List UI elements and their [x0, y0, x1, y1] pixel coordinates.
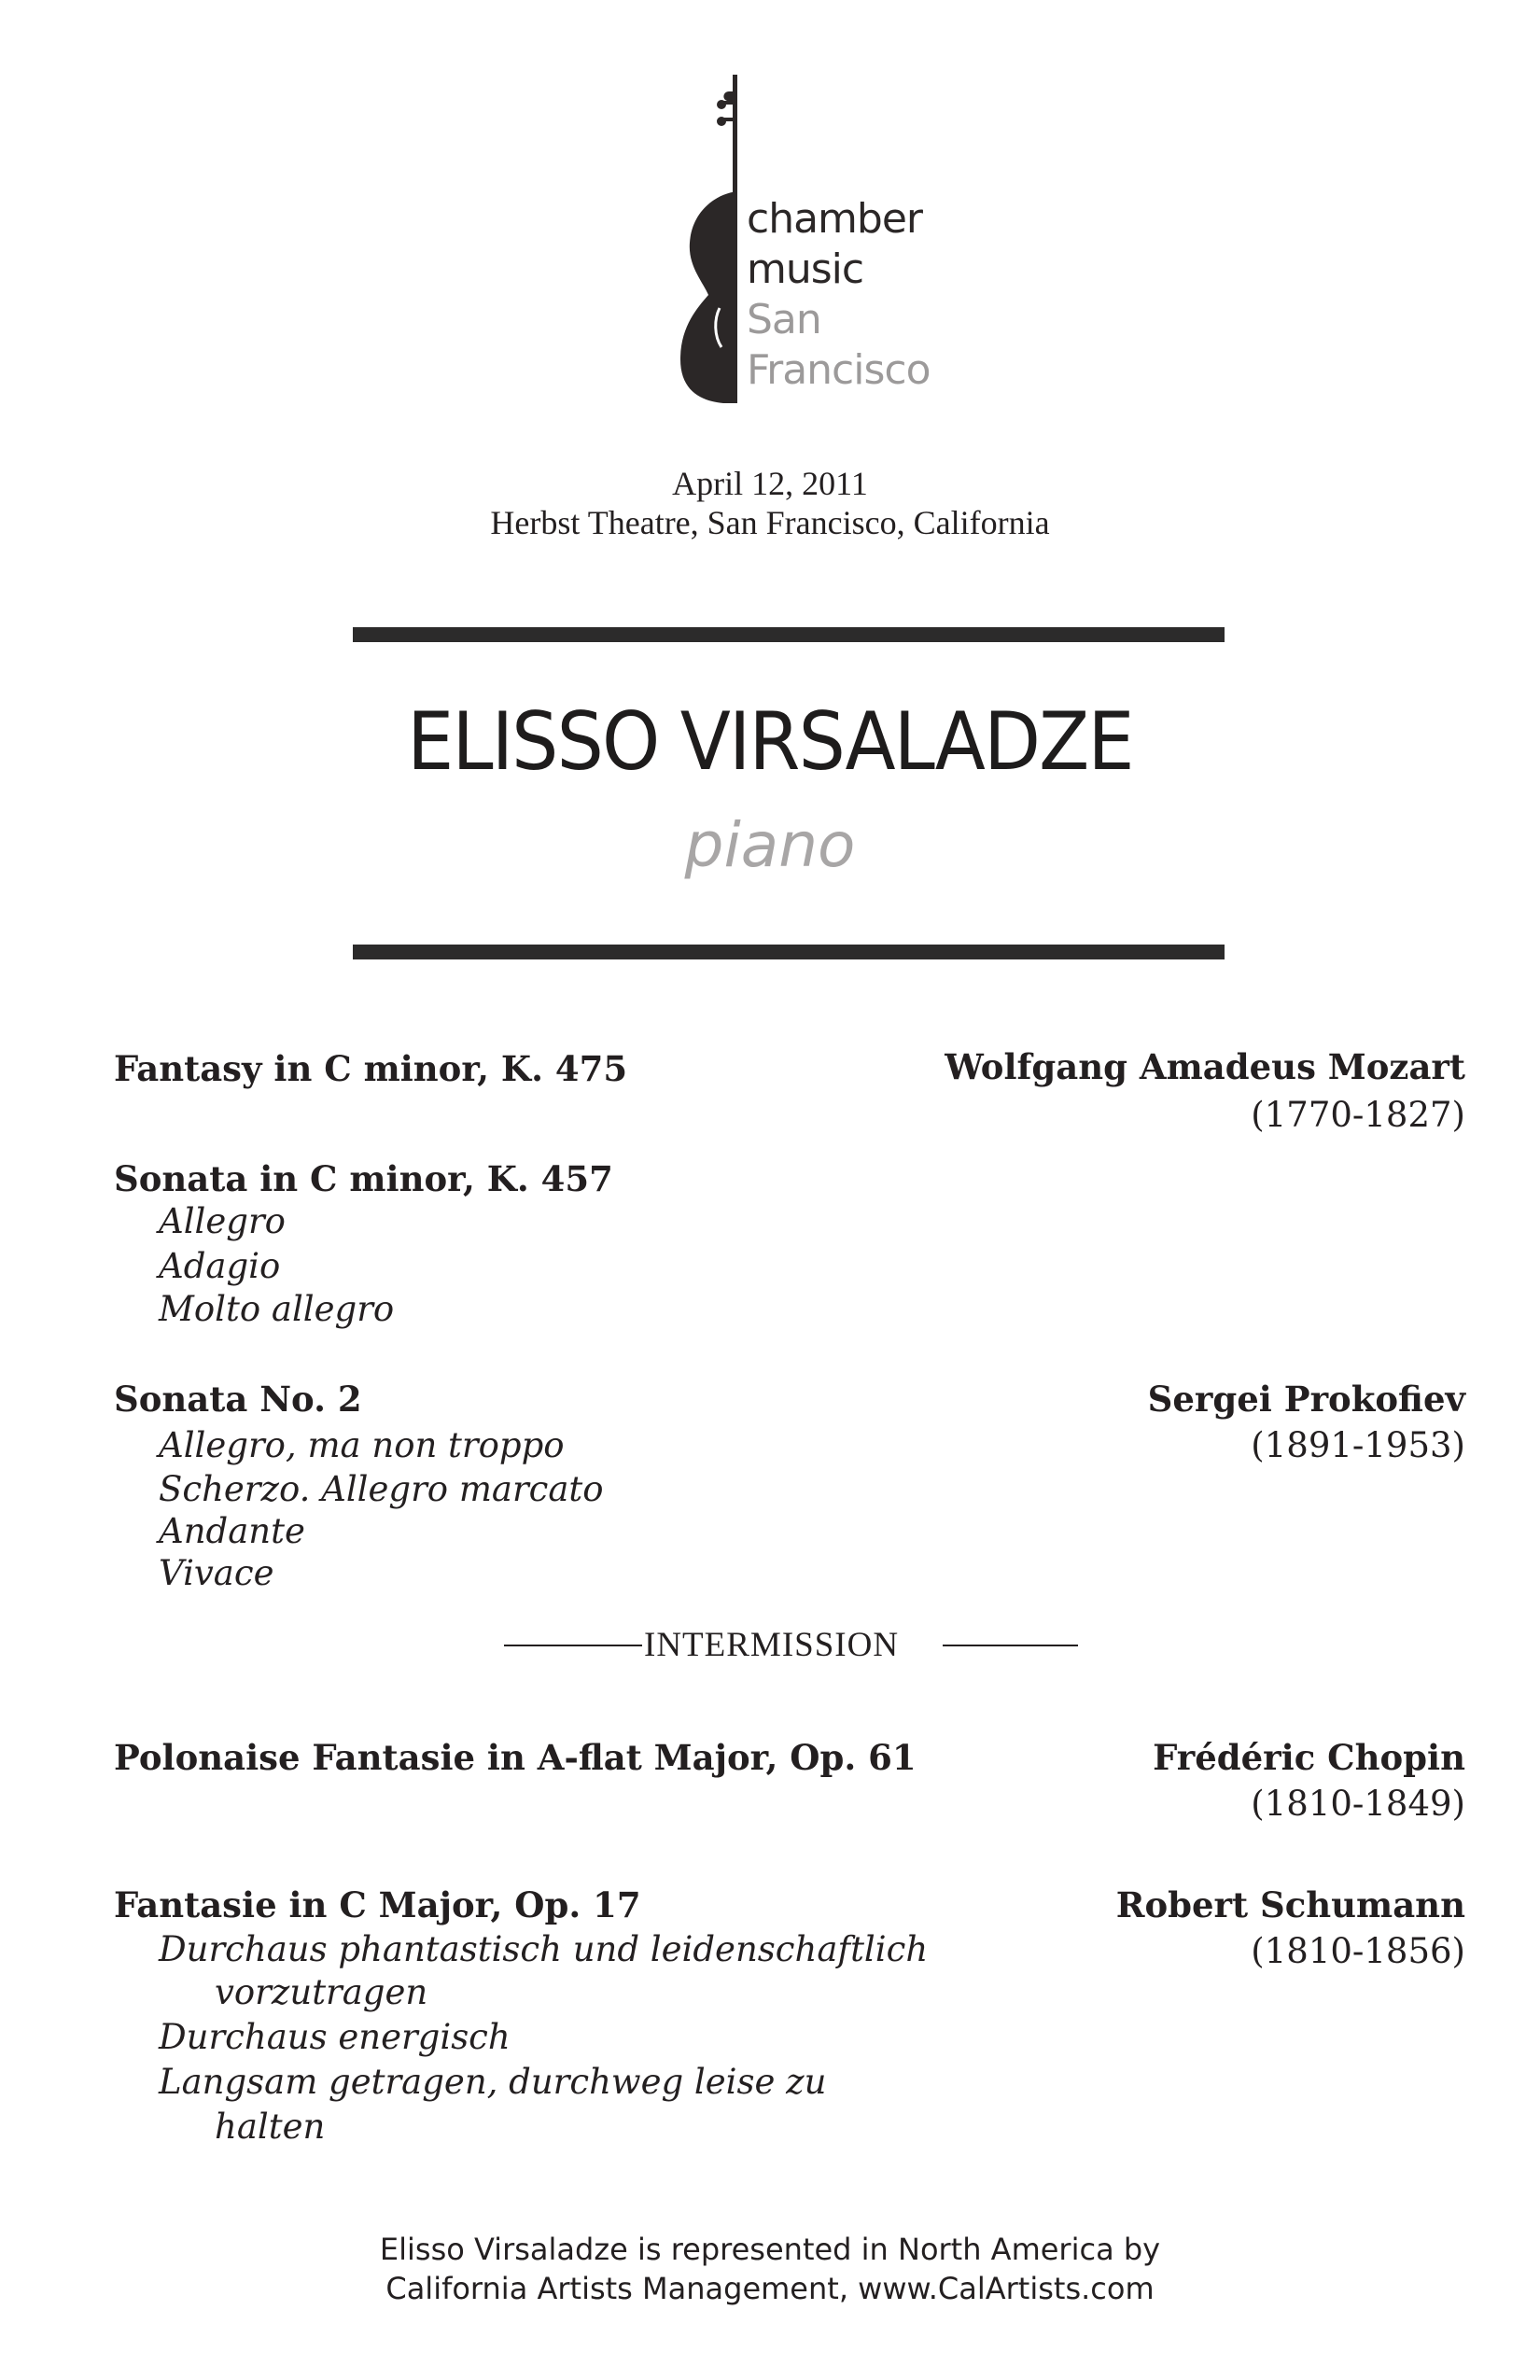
composer-dates-mozart: (1770-1827) [1251, 1095, 1465, 1135]
logo-line-francisco: Francisco [747, 346, 931, 394]
composer-mozart: Wolfgang Amadeus Mozart [945, 1046, 1465, 1087]
intermission-rule-left [504, 1645, 642, 1646]
composer-chopin: Frédéric Chopin [1153, 1737, 1465, 1778]
movement-item: Durchaus phantastisch und leidenschaftlich [159, 1929, 929, 1969]
event-venue: Herbst Theatre, San Francisco, California [490, 504, 1050, 541]
violin-icon [667, 75, 747, 411]
work-title-prokofiev-sonata: Sonata No. 2 [114, 1379, 362, 1420]
artist-name: ELISSO VIRSALADZE [407, 695, 1133, 789]
composer-schumann: Robert Schumann [1115, 1884, 1465, 1925]
composer-prokofiev: Sergei Prokofiev [1147, 1379, 1465, 1420]
artist-instrument: piano [684, 809, 856, 881]
work-title-schumann: Fantasie in C Major, Op. 17 [114, 1884, 641, 1925]
movement-item: Durchaus energisch [159, 2017, 511, 2057]
intermission-label: INTERMISSION [644, 1626, 900, 1664]
movement-item: Langsam getragen, durchweg leise zu [159, 2062, 827, 2102]
top-divider [353, 627, 1225, 642]
event-date: April 12, 2011 [672, 465, 868, 502]
logo-line-music: music [747, 245, 864, 293]
intermission-rule-right [943, 1645, 1078, 1646]
logo-line-san: San [747, 296, 821, 343]
composer-dates-schumann: (1810-1856) [1251, 1931, 1465, 1971]
movement-item: Andante [159, 1511, 305, 1551]
chamber-music-sf-logo [667, 75, 929, 411]
work-title-mozart-fantasy: Fantasy in C minor, K. 475 [114, 1048, 628, 1089]
movement-item-continued: vorzutragen [215, 1972, 428, 2012]
movement-item: Scherzo. Allegro marcato [159, 1469, 604, 1509]
movement-item-continued: halten [215, 2107, 326, 2147]
composer-dates-prokofiev: (1891-1953) [1251, 1425, 1465, 1465]
composer-dates-chopin: (1810-1849) [1251, 1784, 1465, 1824]
management-note-line1: Elisso Virsaladze is represented in North America by [379, 2232, 1161, 2267]
intermission-marker [504, 1624, 1078, 1667]
movement-item: Molto allegro [159, 1289, 395, 1329]
movement-item: Adagio [159, 1246, 281, 1286]
management-note-line2: California Artists Management, www.CalArtists.com [385, 2271, 1155, 2306]
bottom-divider [353, 945, 1225, 959]
movement-item: Vivace [159, 1553, 274, 1593]
logo-line-chamber: chamber [747, 195, 922, 243]
work-title-chopin: Polonaise Fantasie in A-flat Major, Op. 61 [114, 1737, 917, 1778]
movement-item: Allegro [159, 1201, 286, 1241]
work-title-mozart-sonata: Sonata in C minor, K. 457 [114, 1158, 613, 1199]
movement-item: Allegro, ma non troppo [159, 1425, 565, 1465]
